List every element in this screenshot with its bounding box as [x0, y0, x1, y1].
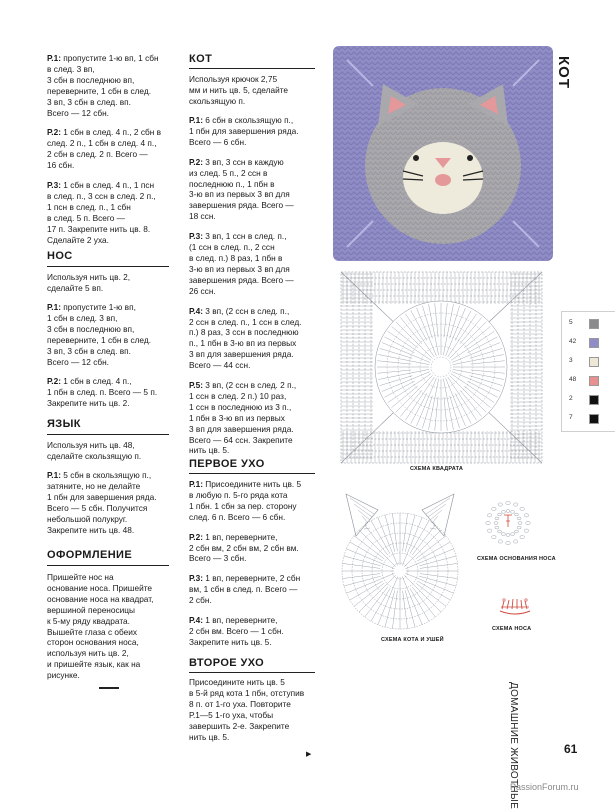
pattern-row [189, 479, 315, 523]
tongue-heading-rule [47, 434, 169, 435]
legend-swatch [589, 338, 599, 348]
row-label: Р.1: [189, 115, 203, 125]
legend-entry [562, 411, 615, 427]
row-text: 1 вп, переверните, 2 сбн вм, 1 сбн в след. п. Всего — 2 сбн. [189, 573, 301, 606]
pattern-row [189, 573, 315, 606]
row-label: Р.3: [189, 573, 203, 584]
legend-number: 7 [569, 414, 573, 421]
legend-entry [562, 373, 615, 389]
pattern-row [47, 376, 169, 409]
pattern-row [189, 532, 315, 565]
row-label: Р.1: [47, 53, 61, 63]
legend-number: 48 [569, 376, 577, 383]
ear1-heading-rule [189, 473, 315, 474]
row-text: 1 сбн в след. 4 п., 1 псн в след. п., 3 ссн в след. 2 п., 1 псн в след. п., 1 сбн в след. 5 п. Всего — 17 п. Закрепите нить цв. 8. Сделайте 2 уха. [47, 180, 156, 245]
row-text: 3 вп, (2 ссн в след. п., 2 ссн в след. п., 1 ссн в след. п.) 8 раз, 3 ссн в последнюю п., 1 пбн в 3-ю вп из первых 3 вп для завершения ряда. Всего — 44 ссн. [189, 305, 302, 371]
legend-entry [562, 335, 615, 351]
pattern-row [47, 180, 169, 245]
row-text: 1 вп, переверните, 2 сбн вм, 2 сбн вм, 2 сбн вм. Всего — 3 сбн. [189, 531, 299, 564]
nose-intro: Используя нить цв. 2, сделайте 5 вп. [47, 272, 131, 293]
side-title [557, 52, 579, 92]
nose-heading-rule [47, 266, 169, 267]
section-title: ДОМАШНИЕ ЖИВОТНЫЕ [508, 682, 519, 809]
row-text: 1 сбн в след. 4 п., 1 пбн в след. п. Всего — 5 п. Закрепите нить цв. 2. [47, 376, 158, 409]
pattern-row [189, 380, 315, 456]
pattern-row [47, 53, 169, 118]
finish-heading: ОФОРМЛЕНИЕ [47, 549, 133, 561]
legend-entry [562, 392, 615, 408]
row-label: Р.2: [189, 531, 203, 542]
row-text: 3 вп, 3 ссн в каждую из след. 5 п., 2 ссн в последнюю п., 1 пбн в 3-ю вп из первых 3 вп для завершения ряда. Всего — 18 ссн. [189, 156, 294, 222]
page-number: 61 [564, 742, 578, 756]
legend-swatch [589, 376, 599, 386]
pattern-row [47, 127, 169, 171]
row-label: Р.1: [189, 479, 203, 489]
finish-text: Пришейте нос на основание носа. Пришейте основание носа на квадрат, вершиной переносицы к 5-му ряду квадрата. Вышейте глаза с обеих сторон основания носа, используя нить цв. 2, и пришейте язык, как на рисунке. [47, 572, 154, 681]
pattern-row [189, 231, 315, 296]
legend-number: 42 [569, 338, 577, 345]
ear2-text: Присоедините нить цв. 5 в 5-й ряд кота 1 пбн, отступив 8 п. от 1-го уха. Повторите Р.1—5 1-го уха, чтобы завершить 2-е. Закрепите нить цв. 5. [189, 677, 305, 742]
side-title-text: КОТ [555, 56, 572, 89]
row-label: Р.4: [189, 305, 203, 316]
square-diagram [339, 270, 544, 465]
nose-rows [47, 302, 169, 409]
legend-swatch [589, 395, 599, 405]
pattern-row [47, 302, 169, 367]
row-label: Р.1: [47, 302, 61, 312]
nose-caption: СХЕМА НОСА [492, 626, 532, 632]
row-text: 1 сбн в след. 4 п., 2 сбн в след. 2 п., 1 сбн в след. 4 п., 2 сбн в след. 2 п. Всего — 16 сбн. [47, 127, 162, 171]
row-label: Р.3: [47, 180, 61, 191]
pattern-row [189, 306, 315, 371]
cat-ears-caption: СХЕМА КОТА И УШЕЙ [381, 637, 444, 643]
ear2-heading-rule [189, 672, 315, 673]
square-caption: СХЕМА КВАДРАТА [410, 466, 463, 472]
cat-rows [189, 115, 315, 456]
square-photo [333, 46, 553, 261]
pattern-row [189, 157, 315, 222]
row-label: Р.1: [47, 470, 61, 480]
legend-entry [562, 354, 615, 370]
ear2-heading: ВТОРОЕ УХО [189, 657, 265, 669]
row-text: пропустите 1-ю вп, 1 сбн в след. 3 вп, 3 сбн в последнюю вп, переверните, 1 сбн в след. 3 вп, 3 сбн в след. вп. Всего — 12 сбн. [47, 53, 159, 118]
legend-swatch [589, 414, 599, 424]
row-label: Р.3: [189, 231, 203, 242]
row-label: Р.2: [189, 156, 203, 167]
tongue-intro: Используя нить цв. 48, сделайте скользящую п. [47, 440, 142, 461]
row-text: пропустите 1-ю вп, 1 сбн в след. 3 вп, 3 сбн в последнюю вп, переверните, 1 сбн в след. 3 вп, 3 сбн в след. вп. Всего — 12 сбн. [47, 302, 152, 367]
nose-diagram [497, 595, 533, 617]
nose-base-diagram [482, 497, 534, 549]
cat-heading-rule [189, 68, 315, 69]
color-legend [561, 311, 615, 432]
row-label: Р.2: [47, 376, 61, 387]
cat-intro: Используя крючок 2,75 мм и нить цв. 5, сделайте скользящую п. [189, 74, 289, 106]
nose-heading: НОС [47, 250, 73, 262]
eye-rows [47, 53, 169, 246]
pattern-row [189, 615, 315, 648]
cat-heading: КОТ [189, 53, 213, 65]
cat-ears-diagram [338, 476, 468, 636]
tongue-rows [47, 470, 169, 535]
ear1-rows [189, 479, 315, 648]
row-label: Р.4: [189, 615, 203, 626]
finish-heading-rule [47, 565, 169, 566]
row-label: Р.2: [47, 127, 61, 138]
continue-arrow-icon: ▶ [306, 751, 312, 758]
legend-number: 3 [569, 357, 573, 364]
row-text: Присоедините нить цв. 5 в любую п. 5-го ряда кота 1 пбн. 1 сбн за пер. сторону след. 6 п. Всего — 6 сбн. [189, 479, 302, 522]
legend-entry [562, 316, 615, 332]
row-text: 1 вп, переверните, 2 сбн вм. Всего — 1 сбн. Закрепите нить цв. 5. [189, 615, 284, 647]
row-text: 3 вп, 1 ссн в след. п., (1 ссн в след. п., 2 ссн в след. п.) 8 раз, 1 пбн в 3-ю вп из первых 3 вп для завершения ряда. Всего — 26 ссн. [189, 231, 294, 296]
row-label: Р.5: [189, 380, 203, 391]
pattern-row [189, 115, 315, 148]
legend-number: 5 [569, 319, 573, 326]
pattern-row [47, 470, 169, 535]
watermark: PassionForum.ru [510, 782, 579, 792]
tongue-heading: ЯЗЫК [47, 418, 81, 430]
end-mark [99, 687, 119, 689]
row-text: 3 вп, (2 ссн в след. 2 п., 1 ссн в след. 2 п.) 10 раз, 1 ссн в последнюю из 3 п., 1 пбн в 3-ю вп из первых 3 вп для завершения ряда. Всего — 64 ссн. Закрепите нить цв. 5. [189, 380, 297, 456]
row-text: 5 сбн в скользящую п., затяните, но не делайте 1 пбн для завершения ряда. Всего — 5 сбн. Получится небольшой полукруг. Закрепите нить цв. 48. [47, 470, 157, 535]
legend-swatch [589, 357, 599, 367]
nose-base-caption: СХЕМА ОСНОВАНИЯ НОСА [477, 556, 556, 562]
legend-number: 2 [569, 395, 573, 402]
ear1-heading: ПЕРВОЕ УХО [189, 458, 265, 470]
row-text: 6 сбн в скользящую п., 1 пбн для завершения ряда. Всего — 6 сбн. [189, 115, 299, 147]
legend-swatch [589, 319, 599, 329]
